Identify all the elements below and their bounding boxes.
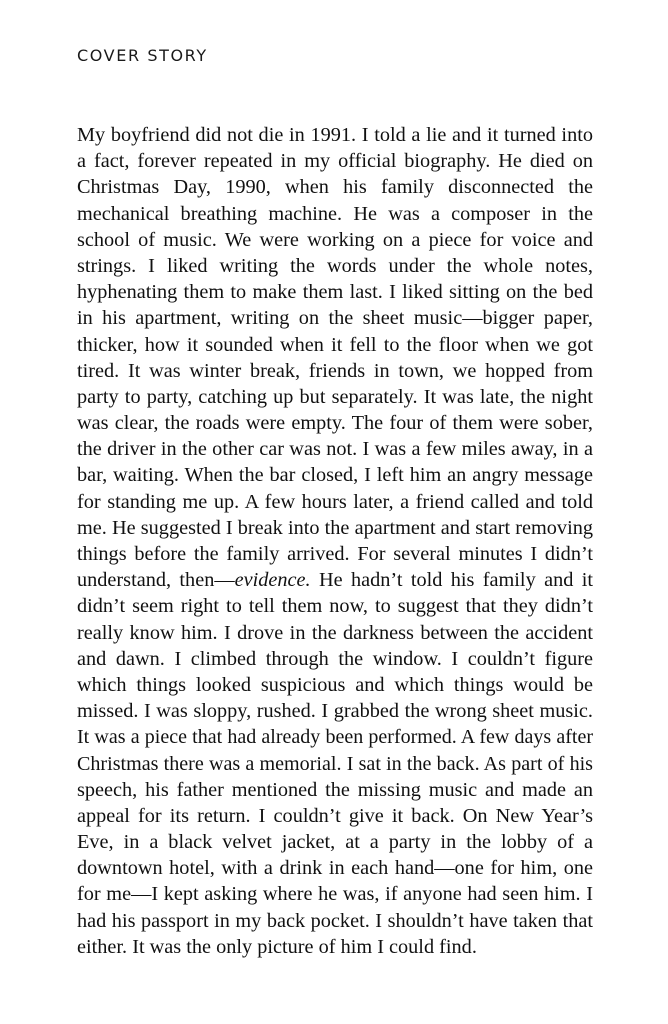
text-line: and dawn. I climbed through the window. I couldn’t figure bbox=[77, 647, 593, 670]
text-line: Christmas there was a memorial. I sat in the back. As part of his bbox=[77, 752, 593, 775]
text-line: party to party, catching up but separately. It was late, the night bbox=[77, 385, 593, 408]
text-line: strings. I liked writing the words under the whole notes, bbox=[77, 254, 593, 277]
text-line: either. It was the only picture of him I could find. bbox=[77, 935, 477, 958]
text-line: Eve, in a black velvet jacket, at a party in the lobby of a bbox=[77, 831, 593, 854]
text-line: really know him. I drove in the darkness between the accident bbox=[77, 621, 593, 644]
text-line: school of music. We were working on a piece for voice and bbox=[77, 228, 593, 251]
text-line: a fact, forever repeated in my official biography. He died on bbox=[77, 150, 593, 173]
text-line: tired. It was winter break, friends in town, we hopped from bbox=[77, 359, 593, 382]
text-line: downtown hotel, with a drink in each hand—one for him, one bbox=[77, 857, 593, 880]
italic-word: evidence. bbox=[234, 569, 311, 592]
text-line: speech, his father mentioned the missing music and made an bbox=[77, 778, 593, 801]
text-line: Christmas Day, 1990, when his family disconnected the bbox=[77, 176, 593, 199]
text-line: didn’t seem right to tell them now, to suggest that they didn’t bbox=[77, 595, 593, 618]
text-line: which things looked suspicious and which things would be bbox=[77, 673, 593, 696]
text-line: the driver in the other car was not. I was a few miles away, in a bbox=[77, 438, 593, 461]
section-heading: COVER STORY bbox=[77, 46, 208, 65]
text-line: had his passport in my back pocket. I shouldn’t have taken that bbox=[77, 909, 593, 932]
text-line: things before the family arrived. For several minutes I didn’t bbox=[77, 543, 593, 565]
text-line bbox=[77, 567, 593, 593]
text-line: missed. I was sloppy, rushed. I grabbed the wrong sheet music. bbox=[77, 700, 593, 723]
text-line: for me—I kept asking where he was, if anyone had seen him. I bbox=[77, 883, 593, 906]
text-line: appeal for its return. I couldn’t give it back. On New Year’s bbox=[77, 804, 593, 827]
text-line: hyphenating them to make them last. I liked sitting on the bed bbox=[77, 281, 593, 304]
text-line: My boyfriend did not die in 1991. I told a lie and it turned into bbox=[77, 124, 593, 146]
text-line: for standing me up. A few hours later, a friend called and told bbox=[77, 490, 593, 513]
text-line: It was a piece that had already been performed. A few days after bbox=[77, 726, 593, 749]
text-segment: He hadn’t told his family and it bbox=[310, 569, 593, 592]
text-line: me. He suggested I break into the apartment and start removing bbox=[77, 516, 593, 539]
text-line: mechanical breathing machine. He was a composer in the bbox=[77, 202, 593, 225]
text-line: was clear, the roads were empty. The four of them were sober, bbox=[77, 412, 593, 435]
text-line: thicker, how it sounded when it fell to the floor when we got bbox=[77, 333, 593, 356]
text-line: bar, waiting. When the bar closed, I left him an angry message bbox=[77, 464, 593, 487]
text-line: in his apartment, writing on the sheet music—bigger paper, bbox=[77, 307, 593, 330]
text-segment: understand, then— bbox=[77, 569, 235, 592]
story-paragraph bbox=[77, 122, 593, 960]
